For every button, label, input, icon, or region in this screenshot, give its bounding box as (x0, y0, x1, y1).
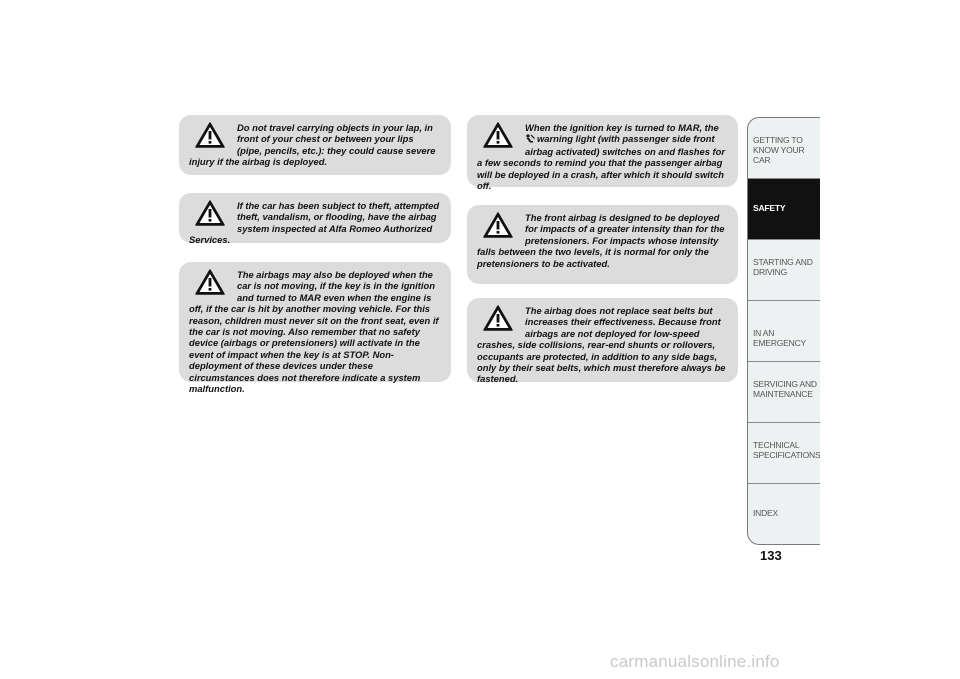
warning-text: If the car has been subject to theft, attempted theft, vandalism, or flooding, have the airbag system inspected at Alfa Romeo Authorized Services. (189, 200, 440, 246)
tab-safety[interactable]: SAFETY (748, 179, 820, 240)
passenger-airbag-warning-icon (525, 134, 535, 145)
warning-box-front-airbag (467, 205, 738, 284)
warning-text-part2: warning light (with passenger side front airbag activated) switches on and flashes for a few seconds to remind you that the passenger airbag will be deployed in a crash, after which it should switch off. (477, 133, 726, 192)
tab-technical-specifications[interactable]: TECHNICAL SPECIFICATIONS (748, 423, 820, 484)
warning-triangle-icon (483, 122, 513, 148)
warning-triangle-icon (195, 200, 225, 226)
warning-box-warning-light (467, 115, 738, 192)
tab-index[interactable]: INDEX (753, 508, 778, 518)
warning-text: The front airbag is designed to be deployed for impacts of a greater intensity than for the pretensioners. For impacts whose intensity falls between the two levels, it is normal for only the pretensioners to be activated. (477, 212, 725, 269)
warning-box-seat-belts (467, 298, 738, 385)
tab-starting-and-driving[interactable]: STARTING AND DRIVING (748, 240, 820, 301)
warning-text: Do not travel carrying objects in your lap, in front of your chest or between your lips (pipe, pencils, etc.): they could cause severe injury if the airbag is deployed. (189, 122, 436, 168)
warning-triangle-icon (195, 122, 225, 148)
tab-servicing-and-maintenance[interactable]: SERVICING AND MAINTENANCE (748, 362, 820, 423)
warning-triangle-icon (483, 212, 513, 238)
chapter-sidebar (747, 117, 820, 545)
tab-in-an-emergency[interactable]: IN AN EMERGENCY (748, 301, 820, 362)
warning-text: The airbags may also be deployed when the car is not moving, if the key is in the ignition and turned to MAR even when the engine is off, if the car is hit by another moving vehicle. For this reason, children must never sit on the front seat, even if the car is not moving. Also remember that no safety device (airbags or pretensioners) will activate in the event of impact when the key is at STOP. Non-deployment of these devices under these circumstances does not therefore indicate a system malfunction. (189, 269, 439, 395)
warning-box-theft (179, 193, 451, 246)
tab-getting-to-know-your-car[interactable]: GETTING TO KNOW YOUR CAR (748, 118, 820, 179)
watermark: carmanualsonline.info (610, 652, 780, 671)
warning-box-objects (179, 115, 451, 175)
warning-triangle-icon (483, 305, 513, 331)
warning-triangle-icon (195, 269, 225, 295)
warning-box-deployment (179, 262, 451, 395)
warning-text-part1: When the ignition key is turned to MAR, the (525, 122, 719, 133)
warning-text: The airbag does not replace seat belts but increases their effectiveness. Because front airbags are not deployed for low-speed crashes, side collisions, rear-end shunts or rollovers, occupants are protected, in addition to any side bags, only by their seat belts, which must therefore always be fastened. (477, 305, 726, 385)
page-number: 133 (760, 548, 782, 563)
